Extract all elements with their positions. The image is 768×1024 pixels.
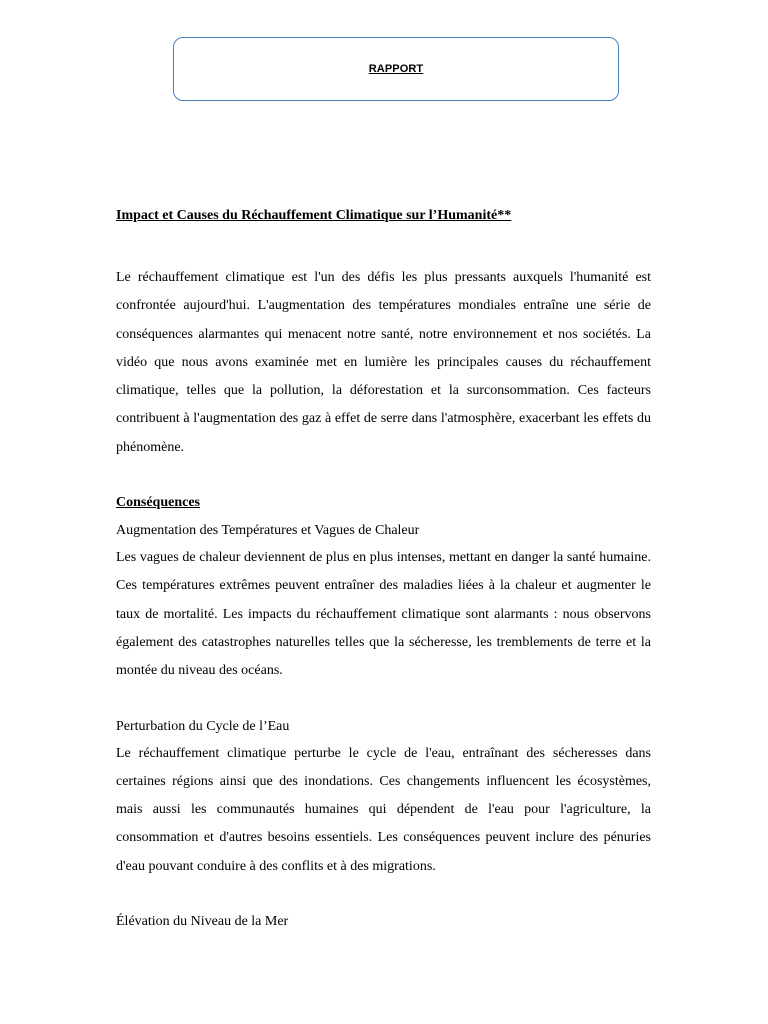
section-heading-water-cycle: Perturbation du Cycle de l’Eau — [116, 718, 290, 734]
document-title: Impact et Causes du Réchauffement Climatique sur l’Humanité** — [116, 208, 512, 223]
section-text-temperatures: Les vagues de chaleur deviennent de plus en plus intenses, mettant en danger la santé humaine. Ces températures extrêmes peuvent entraîner des maladies liées à la chaleur et augmenter le taux de mortalité. Les impacts du réchauffement climatique sont alarmants : nous observons également des catastrophes naturelles telles que la sécheresse, les tremblements de terre et la montée du niveau des océans. — [116, 550, 651, 679]
consequences-heading: Conséquences — [116, 495, 201, 511]
document-body — [116, 205, 651, 935]
intro-paragraph: Le réchauffement climatique est l'un des défis les plus pressants auxquels l'humanité est confrontée aujourd'hui. L'augmentation des températures mondiales entraîne une série de conséquences alarmantes qui menacent notre santé, notre environnement et nos sociétés. La vidéo que nous avons examinée met en lumière les principales causes du réchauffement climatique, telles que la pollution, la déforestation et la surconsommation. Ces facteurs contribuent à l'augmentation des gaz à effet de serre dans l'atmosphère, exacerbant les effets du phénomène. — [116, 270, 651, 455]
section-text-water-cycle: Le réchauffement climatique perturbe le cycle de l'eau, entraînant des sécheresses dans certaines régions ainsi que des inondations. Ces changements influencent les écosystèmes, mais aussi les communautés humaines qui dépendent de l'eau pour l'agriculture, la consommation et d'autres besoins essentiels. Les conséquences peuvent inclure des pénuries d'eau pouvant conduire à des conflits et à des migrations. — [116, 745, 651, 874]
report-label: RAPPORT — [368, 63, 424, 75]
section-heading-temperatures: Augmentation des Températures et Vagues de Chaleur — [116, 523, 420, 539]
report-header-box — [173, 37, 619, 101]
section-heading-sea-level: Élévation du Niveau de la Mer — [116, 914, 289, 930]
